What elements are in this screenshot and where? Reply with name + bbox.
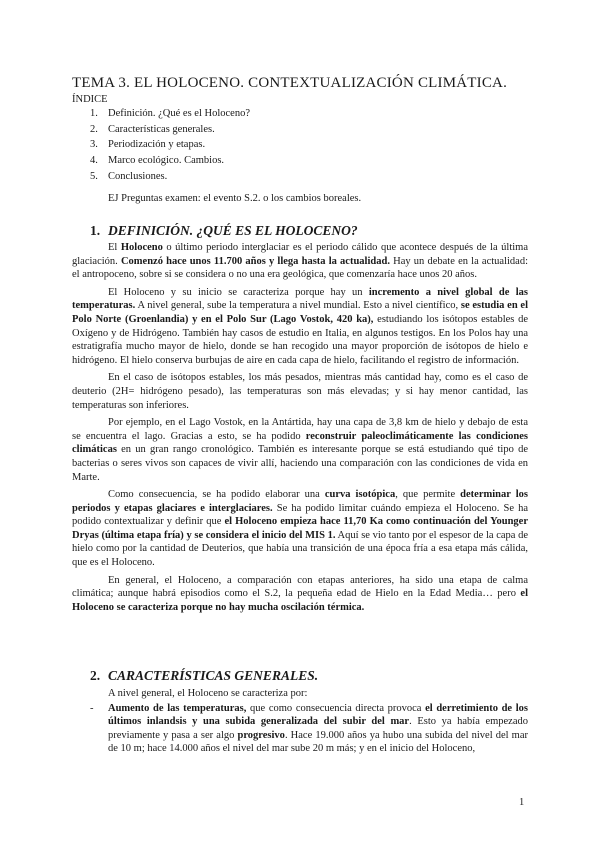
- index-item-number: 5.: [90, 170, 98, 182]
- paragraph: A nivel general, el Holoceno se caracteriza por:: [108, 688, 308, 699]
- section-2-heading: [90, 669, 318, 683]
- index-label: ÍNDICE: [72, 94, 108, 105]
- text-run: Hay un debate en la actualidad: el antropoceno, sobre si se considera o no una era geológica, que comenzaría hace unos 20 años.: [72, 255, 528, 281]
- section-1-body: [72, 241, 528, 618]
- section-1-heading: [90, 224, 358, 238]
- text-run: . Hace 19.000 años ya hubo una subida del nivel del mar de 10 m; hace 14.000 años el nivel del mar sube 20 m más; y en el inicio del Holoceno,: [108, 729, 528, 755]
- index-item-number: 4.: [90, 155, 98, 167]
- paragraph: [72, 574, 528, 615]
- paragraph: En el caso de isótopos estables, los más pesados, mientras más cantidad hay, como es el caso de deuterio (2H= hidrógeno pesado), las temperaturas son más elevadas; y si hay menor cantidad, las temperaturas son inferiores.: [72, 372, 528, 411]
- section-2-body: [72, 687, 528, 756]
- bold-text: Comenzó hace unos 11.700 años y llega hasta la actualidad.: [120, 255, 390, 267]
- section-2-title: CARACTERÍSTICAS GENERALES.: [108, 668, 319, 683]
- text-run: . Esto ya había empezado previamente y pasa a ser algo: [108, 716, 529, 741]
- exam-note: EJ Preguntas examen: el evento S.2. o los cambios boreales.: [108, 193, 362, 204]
- text-run: Aquí se vio tanto por el espesor de la capa de hielo como por la cantidad de Deuterios, que había una transición de una época fría a esa etapa más cálida, que es el Holoceno.: [72, 529, 528, 569]
- bold-text: Holoceno: [120, 242, 163, 253]
- bold-text: determinar los periodos y etapas glaciares e interglaciares.: [72, 489, 528, 514]
- section-1-title: DEFINICIÓN. ¿QUÉ ES EL HOLOCENO?: [108, 223, 358, 238]
- index-list: [90, 106, 250, 184]
- text-run: o último periodo interglaciar es el periodo cálido que acontece después de la última glaciación.: [72, 242, 528, 267]
- bold-text: el Holoceno se caracteriza porque no hay mucha oscilación térmica.: [72, 588, 528, 613]
- paragraph: [72, 241, 528, 282]
- text-run: El Holoceno y su inicio se caracteriza porque hay un: [108, 286, 369, 298]
- text-run: En general, el Holoceno, a comparación con etapas anteriores, ha sido una etapa de calma climática; aunque habrá episodios como el S.2, la pequeña edad de Hielo en la Edad Media… pero: [72, 574, 528, 600]
- bold-text: progresivo: [237, 729, 285, 741]
- index-item-text: Periodización y etapas.: [108, 139, 206, 151]
- index-item: [90, 169, 250, 185]
- bold-text: Aumento de las temperaturas,: [108, 702, 247, 714]
- text-run: en un gran rango cronológico. También es interesante porque se está estudiando qué tipo de bacterias o seres vivos son capaces de vivir allí, haciendo una comparación con las condiciones de vida en Marte.: [72, 444, 528, 483]
- index-item-text: Definición. ¿Qué es el Holoceno?: [108, 108, 250, 119]
- text-run: , que permite: [395, 489, 461, 501]
- bold-text: el Holoceno empieza hace 11,70 Ka como continuación del Younger Dryas (última etapa fría) y se considera el inicio del MIS 1.: [72, 516, 528, 541]
- document-title: TEMA 3. EL HOLOCENO. CONTEXTUALIZACIÓN CLIMÁTICA.: [72, 75, 508, 91]
- paragraph: [72, 416, 528, 484]
- index-item-text: Características generales.: [108, 123, 215, 135]
- bold-text: curva isotópica: [324, 489, 396, 501]
- text-run: que como consecuencia directa provoca: [246, 702, 426, 714]
- bold-text: reconstruir paleoclimáticamente las condiciones climáticas: [72, 430, 528, 456]
- text-run: A nivel general, sube la temperatura a nivel mundial. Esto a nivel científico,: [135, 300, 461, 312]
- section-1-number: 1.: [90, 223, 101, 238]
- index-item: [90, 153, 250, 169]
- index-item-text: Marco ecológico. Cambios.: [108, 155, 225, 167]
- index-item: [90, 122, 250, 138]
- index-item-number: 2.: [90, 123, 98, 135]
- paragraph: [72, 488, 528, 570]
- section-2-number: 2.: [90, 668, 101, 683]
- bold-text: se estudia en el Polo Norte (Groenlandia) y en el Polo Sur (Lago Vostok, 420 ka),: [72, 300, 528, 325]
- index-item: [90, 106, 250, 122]
- bullet-item: [72, 702, 528, 756]
- text-run: El: [108, 242, 121, 253]
- index-item-number: 3.: [90, 139, 98, 151]
- index-item-number: 1.: [90, 108, 98, 119]
- text-run: Como consecuencia, se ha podido elaborar una: [108, 489, 325, 501]
- text-run: Se ha podido limitar cuándo empieza el Holoceno. Se ha podido contextualizar y definir que: [72, 502, 528, 528]
- bold-text: incremento a nivel global de las temperaturas.: [72, 286, 528, 312]
- page-number: 1: [519, 797, 525, 808]
- index-item: [90, 137, 250, 153]
- text-run: Por ejemplo, en el Lago Vostok, en la Antártida, hay una capa de 3,8 km de hielo y debajo de esta se encuentra el lago. Gracias a esto, se ha podido: [72, 417, 528, 442]
- bullet-dash: -: [90, 702, 94, 714]
- text-run: estudiando los isótopos estables de Oxígeno y de Hidrógeno. También hay casos de estudio en Italia, en algunos testigos. En los Polos hay una estratigrafía mucho mayor de hielo, donde se han recogido una mayor proporción de isótopos de hielo e hidrógeno. El hielo conserva burbujas de aire en cada capa de hielo, facilitando el registro de información.: [72, 313, 528, 366]
- bold-text: el derretimiento de los últimos inlandsis y una subida generalizada del subir del mar: [108, 702, 528, 728]
- index-item-text: Conclusiones.: [108, 170, 168, 182]
- paragraph: [72, 286, 528, 368]
